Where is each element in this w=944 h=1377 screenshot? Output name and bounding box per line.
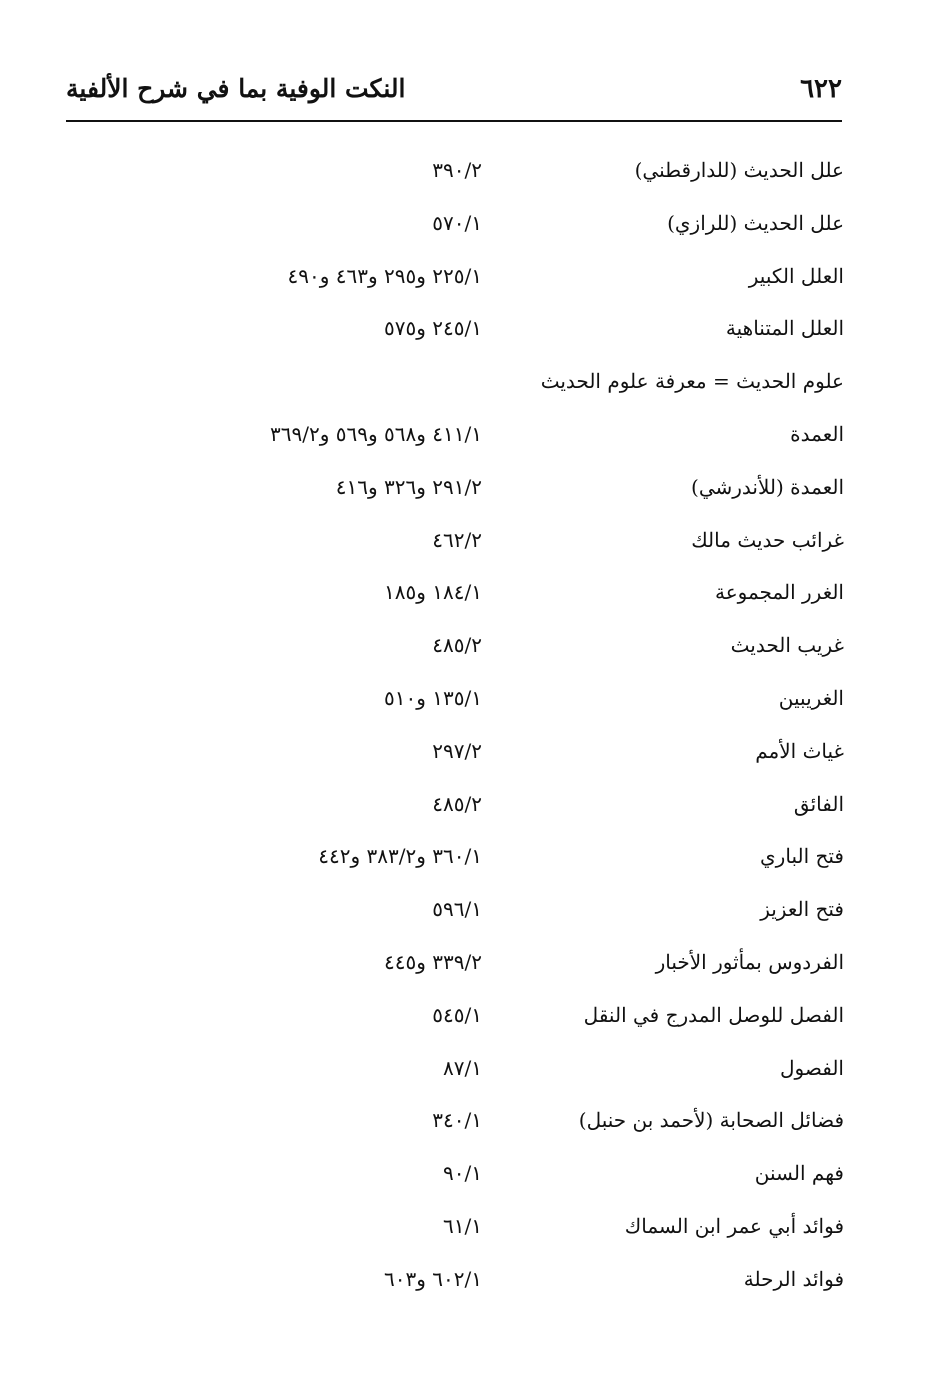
entry-title: علل الحديث (للدارقطني)	[634, 158, 844, 182]
entry-title: غريب الحديث	[730, 633, 844, 658]
entry-page-refs: ٣٤٠/١	[432, 1108, 482, 1133]
index-entry	[66, 201, 844, 254]
entry-page-refs: ٣٣٩/٢ و٤٤٥	[384, 949, 482, 974]
entry-page-refs: ٦٠٢/١ و٦٠٣	[384, 1266, 482, 1291]
entry-page-refs: ٢٩٧/٢	[432, 738, 482, 763]
entry-page-refs: ١٨٤/١ و١٨٥	[384, 580, 482, 605]
entry-page-refs: ٤١١/١ و٥٦٨ و٥٦٩ و٣٦٩/٢	[270, 421, 482, 446]
index-entry	[66, 148, 844, 201]
entry-page-refs: ٤٨٥/٢	[432, 633, 482, 658]
entry-title: فوائد أبي عمر ابن السماك	[624, 1213, 844, 1238]
entry-page-refs: ٥٧٠/١	[432, 210, 482, 235]
book-title: النكت الوفية بما في شرح الألفية	[66, 74, 406, 103]
index-entry	[66, 465, 844, 518]
entry-page-refs: ٢٩١/٢ و٣٢٦ و٤١٦	[335, 474, 482, 499]
entry-page-refs: ٤٦٢/٢	[432, 527, 482, 552]
entry-title: الغرر المجموعة	[714, 580, 844, 605]
index-entry	[66, 729, 844, 782]
index-entry	[66, 993, 844, 1046]
index-entry	[66, 1046, 844, 1099]
index-entry	[66, 254, 844, 307]
entry-title: فهم السنن	[754, 1161, 844, 1186]
entry-page-refs: ١٣٥/١ و٥١٠	[384, 685, 482, 710]
entry-page-refs: ٢٤٥/١ و٥٧٥	[384, 316, 482, 341]
entry-title: علل الحديث (للرازي)	[667, 210, 844, 235]
index-entry	[66, 1257, 844, 1310]
entry-title: الفائق	[793, 791, 844, 816]
entry-title: العلل المتناهية	[725, 316, 844, 341]
index-entry	[66, 834, 844, 887]
entry-page-refs: ٦١/١	[443, 1213, 482, 1238]
page-number: ٦٢٢	[800, 74, 842, 104]
index-entry	[66, 359, 844, 412]
running-header	[66, 68, 842, 114]
entry-title: الفردوس بمأثور الأخبار	[655, 949, 844, 974]
index-entry	[66, 782, 844, 835]
entry-title: غياث الأمم	[755, 738, 844, 763]
entry-title: الفصل للوصل المدرج في النقل	[583, 1002, 844, 1027]
entry-title: فضائل الصحابة (لأحمد بن حنبل)	[578, 1108, 844, 1133]
entry-title: العمدة (للأندرشي)	[691, 474, 844, 499]
index-entry	[66, 623, 844, 676]
index-entry	[66, 1151, 844, 1204]
entry-title: الفصول	[780, 1055, 844, 1080]
entry-page-refs: ٩٠/١	[443, 1161, 482, 1186]
entry-title: الغريبين	[778, 685, 844, 710]
index-entry	[66, 306, 844, 359]
index-entry	[66, 518, 844, 571]
entry-page-refs: ٣٦٠/١ و٣٨٣/٢ و٤٤٢	[318, 844, 482, 869]
entry-title: فوائد الرحلة	[743, 1266, 844, 1291]
entry-page-refs: ٢٢٥/١ و٢٩٥ و٤٦٣ و٤٩٠	[287, 263, 482, 288]
index-entry	[66, 887, 844, 940]
entry-title: علوم الحديث = معرفة علوم الحديث	[540, 369, 844, 394]
entry-page-refs: ٨٧/١	[443, 1055, 482, 1080]
index-entry	[66, 940, 844, 993]
index-entry	[66, 1204, 844, 1257]
index-entry	[66, 1098, 844, 1151]
entry-page-refs: ٣٩٠/٢	[432, 158, 482, 182]
entry-title: غرائب حديث مالك	[691, 527, 844, 552]
entry-title: فتح العزيز	[760, 897, 844, 922]
index-list	[66, 148, 844, 1310]
entry-title: العمدة	[790, 421, 844, 446]
index-entry	[66, 412, 844, 465]
entry-page-refs: ٤٨٥/٢	[432, 791, 482, 816]
index-entry	[66, 676, 844, 729]
entry-page-refs: ٥٤٥/١	[432, 1002, 482, 1027]
entry-page-refs: ٥٩٦/١	[432, 897, 482, 922]
entry-title: فتح الباري	[760, 844, 844, 869]
entry-title: العلل الكبير	[748, 263, 844, 288]
header-divider	[66, 120, 842, 122]
index-entry	[66, 570, 844, 623]
